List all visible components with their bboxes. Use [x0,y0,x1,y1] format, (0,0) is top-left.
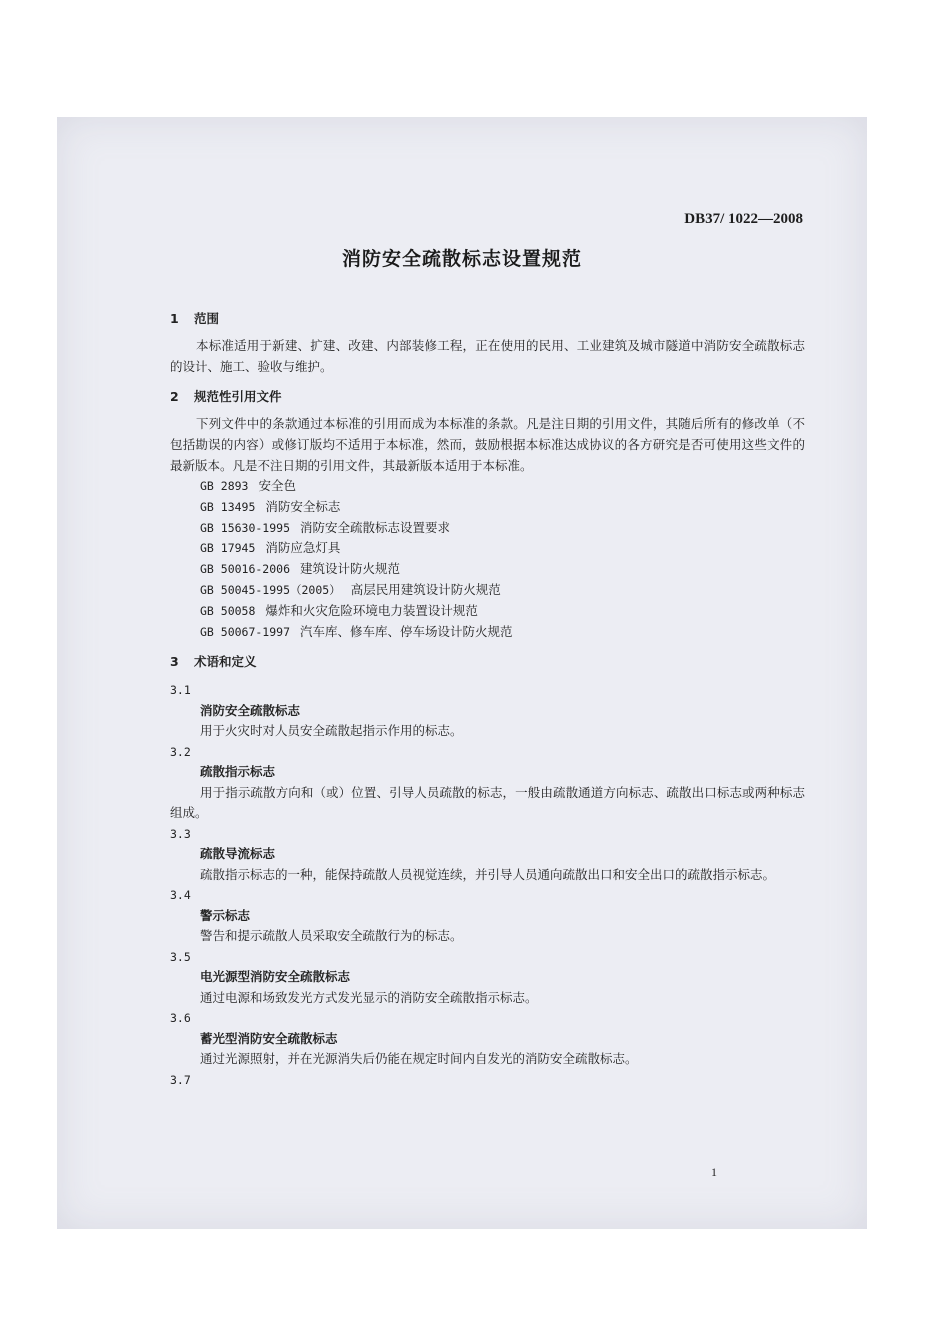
reference-item: GB 50058 爆炸和火灾危险环境电力装置设计规范 [200,602,478,618]
term-entry [170,680,805,742]
term-entry [170,885,805,947]
scanned-page [57,117,867,1229]
term-name: 疏散指示标志 [200,764,276,780]
page-number: 1 [711,1165,717,1179]
reference-item: GB 50067-1997 汽车库、修车库、停车场设计防火规范 [200,623,513,639]
term-number: 3.3 [170,826,191,841]
section-title: 规范性引用文件 [194,389,282,404]
section-1-heading [170,307,805,331]
term-entry [170,742,805,824]
section-number: 3 [170,654,179,670]
term-number: 3.2 [170,744,191,759]
term-definition: 用于指示疏散方向和（或）位置、引导人员疏散的标志，一般由疏散通道方向标志、疏散出口标志或两种标志组成。 [170,784,805,821]
term-entry [170,947,805,1009]
term-name: 电光源型消防安全疏散标志 [200,969,351,985]
term-definition: 通过光源照射，并在光源消失后仍能在规定时间内自发光的消防安全疏散标志。 [200,1051,638,1067]
section-title: 范围 [194,311,220,326]
term-definition: 通过电源和场致发光方式发光显示的消防安全疏散指示标志。 [200,989,538,1005]
term-name: 蓄光型消防安全疏散标志 [200,1030,338,1046]
reference-item: GB 50016-2006 建筑设计防火规范 [200,561,401,577]
reference-item: GB 13495 消防安全标志 [200,498,341,514]
reference-item: GB 15630-1995 消防安全疏散标志设置要求 [200,519,451,535]
term-number: 3.4 [170,888,191,903]
term-definition: 警告和提示疏散人员采取安全疏散行为的标志。 [200,928,463,944]
term-definition: 疏散指示标志的一种，能保持疏散人员视觉连续，并引导人员通向疏散出口和安全出口的疏散指示标志。 [200,866,776,882]
section-1-text: 本标准适用于新建、扩建、改建、内部装修工程，正在使用的民用、工业建筑及城市隧道中消防安全疏散标志的设计、施工、验收与维护。 [170,338,805,374]
reference-item: GB 2893 安全色 [200,478,296,493]
term-number: 3.1 [170,683,191,698]
document-body [170,307,805,1090]
reference-item: GB 50045-1995（2005） 高层民用建筑设计防火规范 [200,581,501,597]
section-2-text: 下列文件中的条款通过本标准的引用而成为本标准的条款。凡是注日期的引用文件，其随后所有的修改单（不包括勘误的内容）或修订版均不适用于本标准，然而，鼓励根据本标准达成协议的各方研究是否可使用这些文件的最新版本。凡是不注日期的引用文件，其最新版本适用于本标准。 [170,416,805,473]
term-name: 疏散导流标志 [200,846,276,862]
document-code: DB37/ 1022—2008 [684,211,803,227]
section-number: 2 [170,389,179,404]
reference-list [170,476,805,642]
term-number: 3.6 [170,1011,191,1026]
term-number: 3.5 [170,949,191,964]
term-number: 3.7 [170,1072,191,1087]
term-definition: 用于火灾时对人员安全疏散起指示作用的标志。 [200,723,463,739]
term-name: 警示标志 [200,907,251,923]
document-title: 消防安全疏散标志设置规范 [341,248,582,270]
reference-item: GB 17945 消防应急灯具 [200,540,341,556]
section-number: 1 [170,311,179,326]
section-3-heading [170,650,805,674]
section-title: 术语和定义 [194,654,257,670]
term-name: 消防安全疏散标志 [200,702,301,718]
term-entry [170,1008,805,1070]
section-2-heading [170,385,805,409]
term-entry [170,824,805,886]
